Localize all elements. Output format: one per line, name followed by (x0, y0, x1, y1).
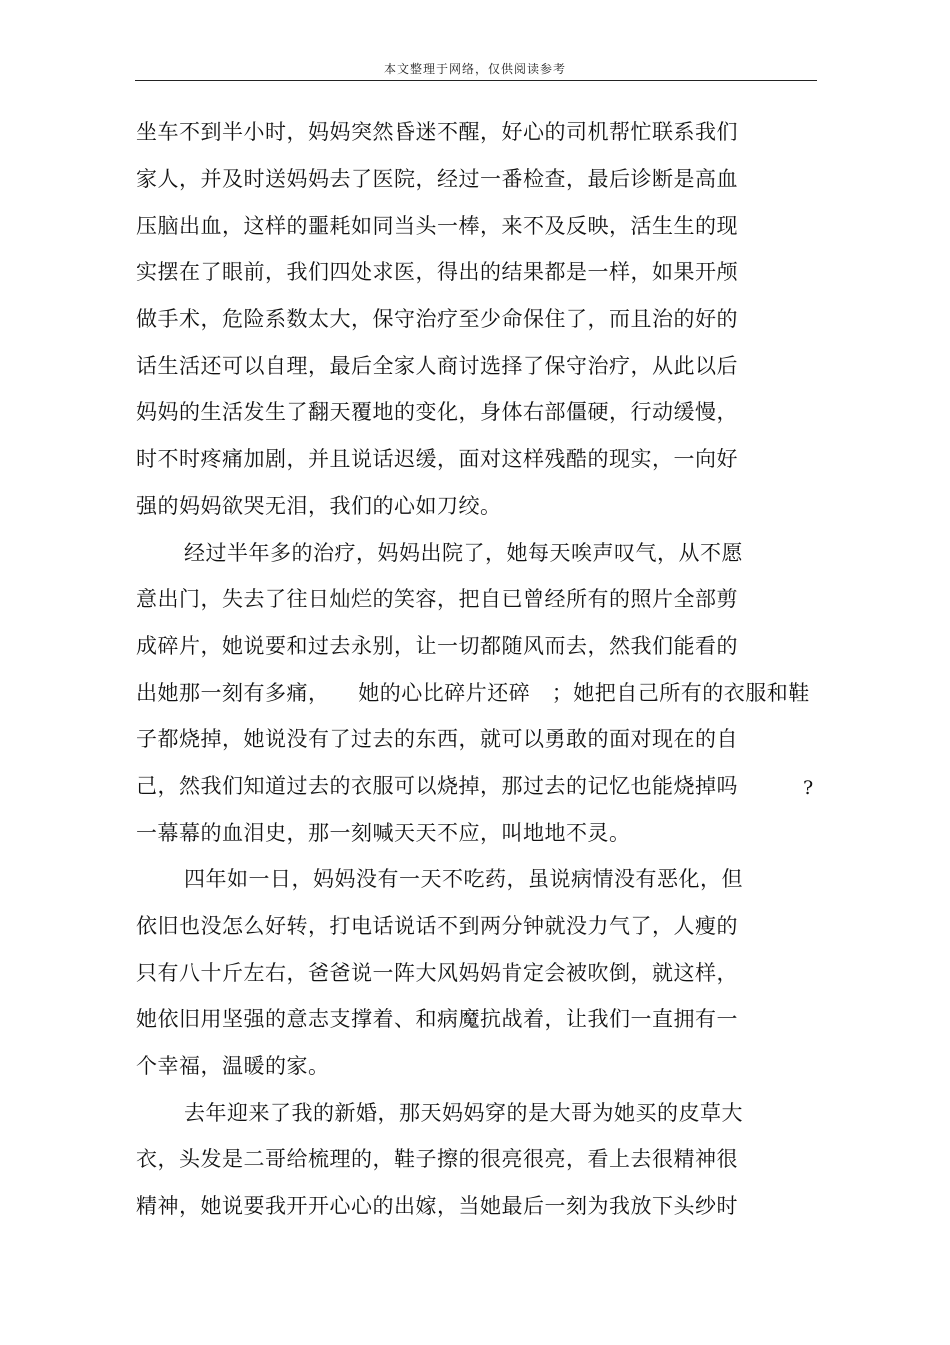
page-header: 本文整理于网络，仅供阅读参考 (383, 62, 566, 76)
text-line: 坐车不到半小时，妈妈突然昏迷不醒，好心的司机帮忙联系我们 (136, 120, 738, 144)
text-line: 己，然我们知道过去的衣服可以烧掉，那过去的记忆也能烧掉吗 (136, 774, 738, 798)
header-rule (135, 80, 817, 81)
text-line: 四年如一日，妈妈没有一天不吃药，虽说病情没有恶化，但 (184, 867, 743, 891)
text-line: 家人，并及时送妈妈去了医院，经过一番检查，最后诊断是高血 (136, 167, 738, 191)
text-line: 强的妈妈欲哭无泪，我们的心如刀绞。 (136, 494, 502, 518)
text-line: 个幸福，温暖的家。 (136, 1054, 330, 1078)
text-line: 只有八十斤左右，爸爸说一阵大风妈妈肯定会被吹倒，就这样， (136, 961, 738, 985)
text-line: 实摆在了眼前，我们四处求医，得出的结果都是一样，如果开颅 (136, 260, 738, 284)
text-line: 一幕幕的血泪史，那一刻喊天天不应，叫地地不灵。 (136, 821, 631, 845)
text-line: 子都烧掉，她说没有了过去的东西，就可以勇敢的面对现在的自 (136, 727, 738, 751)
question-mark: ? (803, 777, 814, 799)
text-line: 精神，她说要我开开心心的出嫁，当她最后一刻为我放下头纱时 (136, 1194, 738, 1218)
text-line: 衣，头发是二哥给梳理的，鞋子擦的很亮很亮，看上去很精神很 (136, 1147, 738, 1171)
text-line: 去年迎来了我的新婚，那天妈妈穿的是大哥为她买的皮草大 (184, 1101, 743, 1125)
text-line: 经过半年多的治疗，妈妈出院了，她每天唉声叹气，从不愿 (184, 541, 743, 565)
text-line: 意出门，失去了往日灿烂的笑容，把自已曾经所有的照片全部剪 (136, 587, 738, 611)
text-line: 成碎片，她说要和过去永别，让一切都随风而去，然我们能看的 (136, 634, 738, 658)
text-line: 压脑出血，这样的噩耗如同当头一棒，来不及反映，活生生的现 (136, 214, 738, 238)
text-line: 出她那一刻有多痛， 她的心比碎片还碎 ；她把自己所有的衣服和鞋 (136, 681, 810, 705)
text-line: 依旧也没怎么好转，打电话说话不到两分钟就没力气了，人瘦的 (136, 914, 738, 938)
text-line: 她依旧用坚强的意志支撑着、和病魔抗战着，让我们一直拥有一 (136, 1007, 738, 1031)
text-line: 妈妈的生活发生了翻天覆地的变化，身体右部僵硬，行动缓慢， (136, 400, 738, 424)
text-line: 时不时疼痛加剧，并且说话迟缓，面对这样残酷的现实，一向好 (136, 447, 738, 471)
text-line: 做手术，危险系数太大，保守治疗至少命保住了，而且治的好的 (136, 307, 738, 331)
text-line: 话生活还可以自理，最后全家人商讨选择了保守治疗，从此以后 (136, 354, 738, 378)
